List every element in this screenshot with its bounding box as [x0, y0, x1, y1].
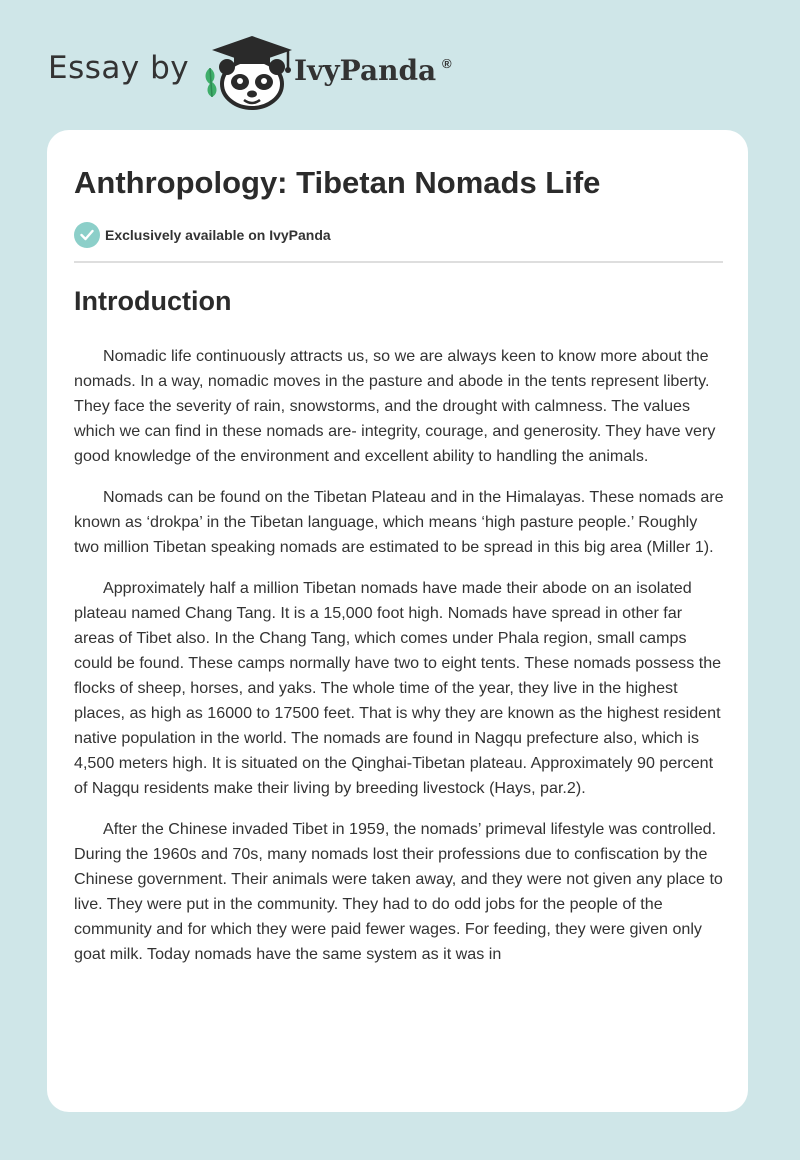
exclusive-label: Exclusively available on IvyPanda — [105, 227, 331, 243]
exclusive-badge — [74, 222, 331, 248]
divider — [74, 261, 723, 263]
page-title: Anthropology: Tibetan Nomads Life — [74, 165, 601, 200]
checkmark-icon — [74, 222, 100, 248]
brand-name: IvyPanda — [294, 54, 437, 87]
registered-mark: ® — [442, 56, 452, 71]
site-header — [48, 34, 548, 110]
essay-card — [47, 130, 748, 1112]
article-body — [74, 344, 726, 983]
paragraph: Approximately half a million Tibetan nomads have made their abode on an isolated plateau named Chang Tang. It is a 15,000 foot high. Nomads have spread in other far areas of Tibet also. In the Chang Tang, which comes under Phala region, small camps could be found. These camps normally have two to eight tents. These nomads possess the flocks of sheep, horses, and yaks. The whole time of the year, they live in the highest places, as high as 16000 to 17500 feet. That is why they are known as the highest resident native population in the world. The nomads are found in Nagqu prefecture also, which is 4,500 meters high. It is situated on the Qinghai-Tibetan plateau. Approximately 90 percent of Nagqu residents make their living by breeding livestock (Hays, par.2). — [74, 579, 722, 797]
paragraph: Nomadic life continuously attracts us, so we are always keen to know more about the nomads. In a way, nomadic moves in the pasture and abode in the tents represent liberty. They face the severity of rain, snowstorms, and the drought with calmness. The values which we can find in these nomads are- integrity, courage, and generosity. They have very good knowledge of the environment and excellent ability to handling the animals. — [74, 347, 716, 465]
ivy-leaf-icon — [206, 68, 217, 97]
paragraph: After the Chinese invaded Tibet in 1959, the nomads’ primeval lifestyle was controlled. During the 1960s and 70s, many nomads lost their professions due to confiscation by the Chinese government. Their animals were taken away, and they were not given any place to live. They were put in the community. They had to do odd jobs for the people of the community and for which they were paid fewer wages. For feeding, they were given only goat milk. Today nomads have the same system as it was in — [74, 820, 723, 963]
essay-by-label: Essay by — [48, 50, 190, 86]
paragraph: Nomads can be found on the Tibetan Plateau and in the Himalayas. These nomads are known as ‘drokpa’ in the Tibetan language, which means ‘high pasture people.’ Roughly two million Tibetan speaking nomads are estimated to be spread in this big area (Miller 1). — [74, 488, 724, 556]
section-heading: Introduction — [74, 286, 232, 316]
